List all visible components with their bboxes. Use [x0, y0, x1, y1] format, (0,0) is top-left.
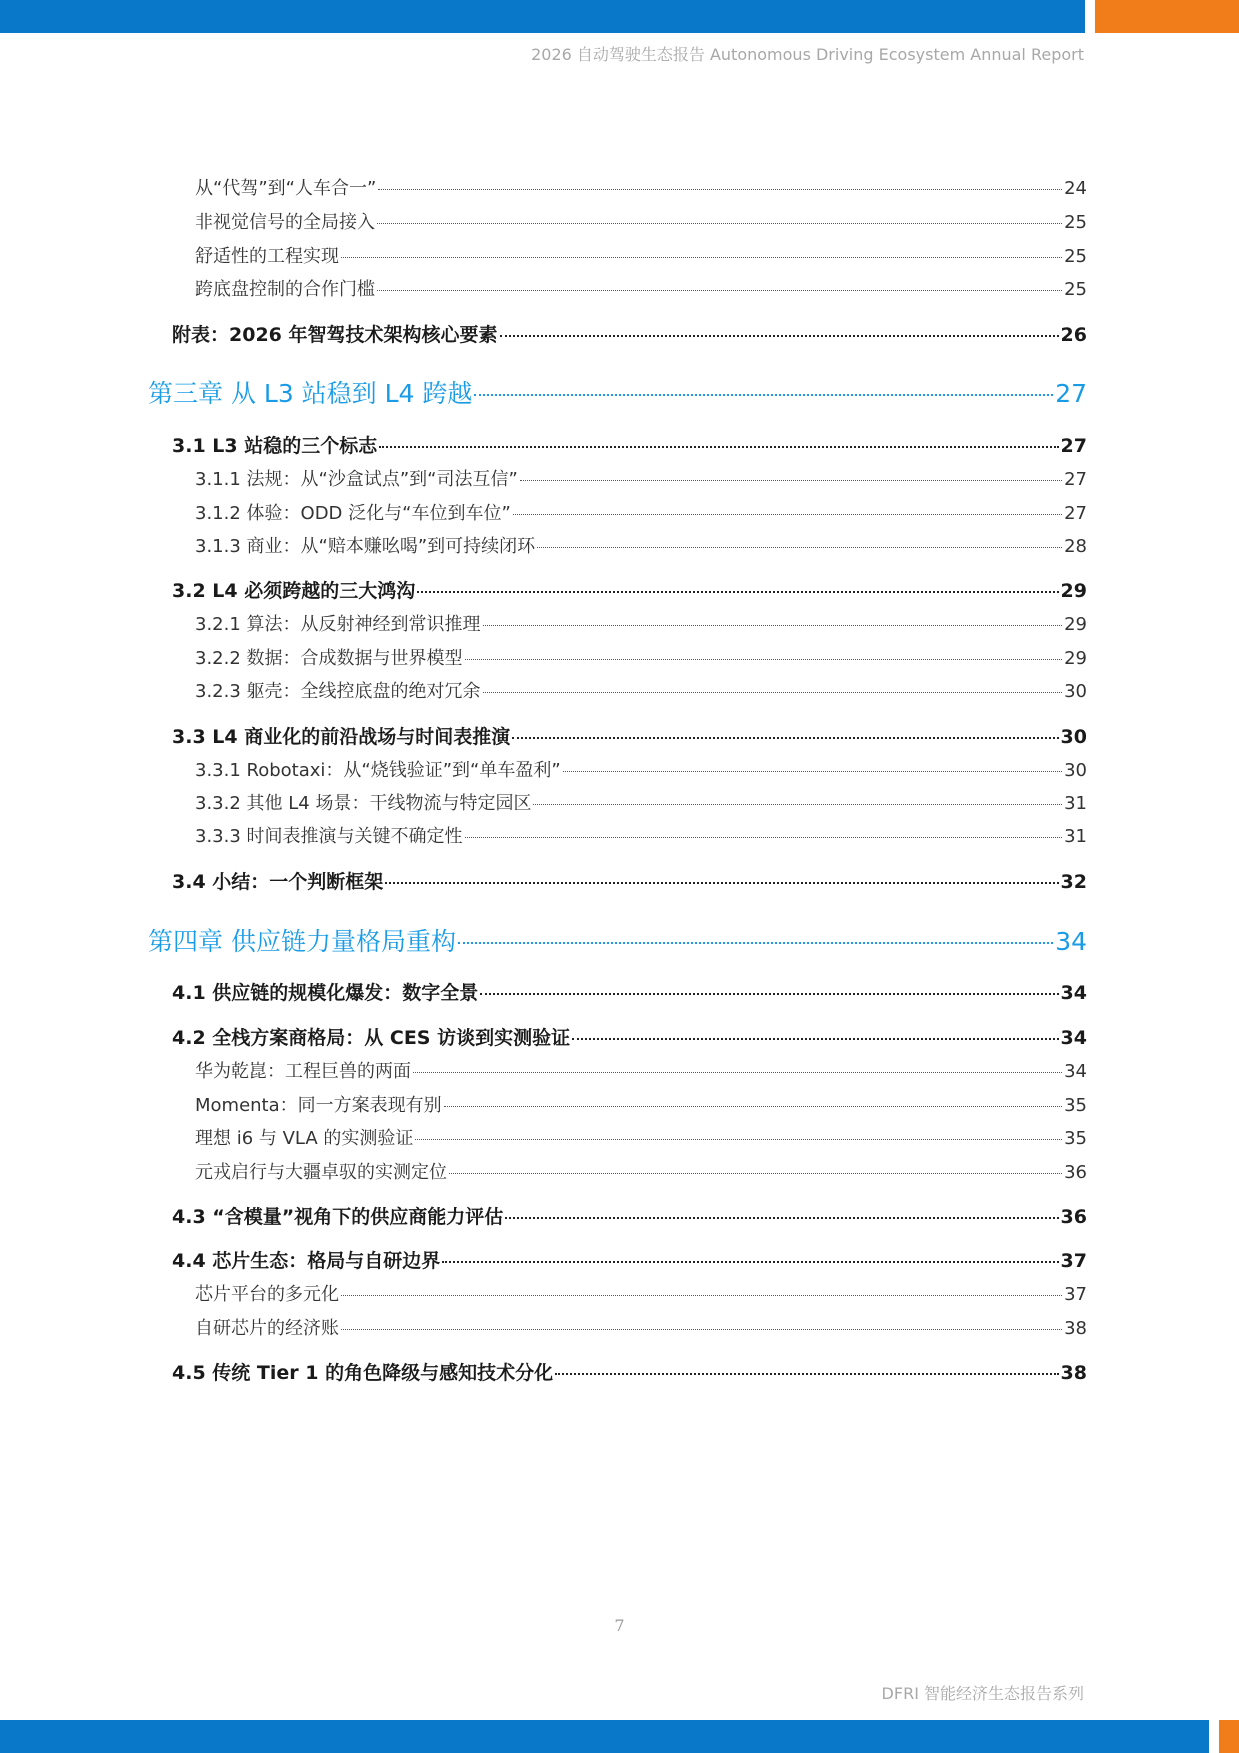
toc-dot-leader [555, 1373, 1058, 1375]
header-bar-orange [1095, 0, 1239, 33]
toc-dot-leader [483, 692, 1063, 693]
toc-entry-title: 3.3.1 Robotaxi：从“烧钱验证”到“单车盈利” [195, 760, 561, 781]
toc-entry-title: 3.2.3 躯壳：全线控底盘的绝对冗余 [195, 681, 481, 702]
toc-entry-page: 27 [1064, 469, 1087, 490]
toc-dot-leader [413, 1072, 1062, 1073]
toc-entry-title: 4.5 传统 Tier 1 的角色降级与感知技术分化 [172, 1362, 554, 1384]
toc-section-entry[interactable] [172, 1246, 1087, 1273]
toc-entry-page: 25 [1064, 279, 1087, 300]
toc-entry-title: 第三章 从 L3 站稳到 L4 跨越 [148, 379, 473, 408]
toc-entry-page: 26 [1060, 324, 1087, 346]
toc-subsection-entry[interactable] [195, 499, 1087, 525]
toc-entry-title: 芯片平台的多元化 [195, 1284, 339, 1305]
toc-entry-title: 3.1.3 商业：从“赔本赚吆喝”到可持续闭环 [195, 536, 536, 557]
toc-entry-page: 25 [1064, 212, 1087, 233]
toc-dot-leader [572, 1038, 1058, 1040]
toc-entry-page: 36 [1064, 1162, 1087, 1183]
toc-dot-leader [341, 1329, 1062, 1330]
toc-entry-title: Momenta：同一方案表现有别 [195, 1095, 442, 1116]
toc-subsection-entry[interactable] [195, 610, 1087, 636]
toc-entry-title: 3.3.2 其他 L4 场景：干线物流与特定园区 [195, 793, 532, 814]
toc-subsection-entry[interactable] [195, 822, 1087, 848]
running-header: 2026 自动驾驶生态报告 Autonomous Driving Ecosystem Annual Report [531, 45, 1084, 64]
toc-entry-page: 28 [1064, 536, 1087, 557]
toc-entry-title: 自研芯片的经济账 [195, 1318, 339, 1339]
footer-bar-blue [0, 1720, 1209, 1753]
toc-section-entry[interactable] [172, 431, 1087, 458]
toc-section-entry[interactable] [172, 1023, 1087, 1050]
toc-entry-page: 25 [1064, 246, 1087, 267]
toc-subsection-entry[interactable] [195, 1280, 1087, 1306]
toc-subsection-entry[interactable] [195, 242, 1087, 268]
toc-dot-leader [465, 659, 1063, 660]
toc-dot-leader [449, 1173, 1062, 1174]
toc-entry-title: 附表：2026 年智驾技术架构核心要素 [172, 324, 498, 346]
toc-entry-page: 30 [1064, 681, 1087, 702]
toc-entry-title: 3.3.3 时间表推演与关键不确定性 [195, 826, 463, 847]
toc-section-entry[interactable] [172, 722, 1087, 749]
toc-dot-leader [341, 257, 1062, 258]
toc-section-entry[interactable] [172, 1358, 1087, 1385]
toc-subsection-entry[interactable] [195, 1124, 1087, 1150]
toc-subsection-entry[interactable] [195, 465, 1087, 491]
toc-dot-leader [500, 335, 1059, 337]
toc-dot-leader [378, 189, 1062, 190]
toc-dot-leader [377, 223, 1062, 224]
toc-entry-title: 第四章 供应链力量格局重构 [148, 927, 456, 956]
toc-section-entry[interactable] [172, 867, 1087, 894]
toc-entry-title: 3.1.1 法规：从“沙盒试点”到“司法互信” [195, 469, 518, 490]
toc-dot-leader [442, 1261, 1058, 1263]
toc-entry-page: 30 [1064, 760, 1087, 781]
toc-entry-page: 36 [1060, 1206, 1087, 1228]
toc-subsection-entry[interactable] [195, 275, 1087, 301]
toc-entry-page: 30 [1060, 726, 1087, 748]
toc-dot-leader [465, 837, 1063, 838]
toc-subsection-entry[interactable] [195, 1091, 1087, 1117]
toc-entry-title: 3.2.1 算法：从反射神经到常识推理 [195, 614, 481, 635]
toc-entry-page: 29 [1064, 648, 1087, 669]
footer-bar-orange [1219, 1720, 1239, 1753]
toc-entry-title: 4.2 全栈方案商格局：从 CES 访谈到实测验证 [172, 1027, 571, 1049]
toc-dot-leader [377, 290, 1062, 291]
toc-entry-page: 34 [1055, 927, 1087, 956]
toc-entry-title: 舒适性的工程实现 [195, 246, 339, 267]
toc-dot-leader [458, 942, 1053, 944]
toc-entry-title: 跨底盘控制的合作门槛 [195, 279, 375, 300]
toc-entry-page: 34 [1064, 1061, 1087, 1082]
page-number: 7 [614, 1616, 625, 1635]
toc-dot-leader [385, 882, 1058, 884]
toc-section-entry[interactable] [172, 978, 1087, 1005]
toc-entry-title: 3.4 小结：一个判断框架 [172, 871, 384, 893]
toc-entry-title: 3.1 L3 站稳的三个标志 [172, 435, 378, 457]
toc-section-entry[interactable] [172, 1202, 1087, 1229]
toc-dot-leader [415, 1139, 1062, 1140]
toc-entry-page: 32 [1060, 871, 1087, 893]
toc-entry-title: 元戎启行与大疆卓驭的实测定位 [195, 1162, 447, 1183]
toc-subsection-entry[interactable] [195, 174, 1087, 200]
toc-entry-title: 3.1.2 体验：ODD 泛化与“车位到车位” [195, 503, 511, 524]
toc-entry-title: 华为乾崑：工程巨兽的两面 [195, 1061, 411, 1082]
toc-entry-page: 29 [1060, 580, 1087, 602]
toc-entry-title: 从“代驾”到“人车合一” [195, 178, 377, 199]
toc-entry-page: 27 [1064, 503, 1087, 524]
toc-dot-leader [444, 1106, 1062, 1107]
toc-subsection-entry[interactable] [195, 756, 1087, 782]
toc-dot-leader [417, 591, 1058, 593]
toc-dot-leader [520, 480, 1062, 481]
toc-entry-page: 34 [1060, 1027, 1087, 1049]
toc-chapter-entry[interactable] [148, 374, 1087, 410]
toc-entry-page: 29 [1064, 614, 1087, 635]
toc-dot-leader [505, 1217, 1058, 1219]
toc-entry-title: 非视觉信号的全局接入 [195, 212, 375, 233]
toc-entry-page: 31 [1064, 826, 1087, 847]
toc-entry-page: 27 [1055, 379, 1087, 408]
toc-entry-page: 27 [1060, 435, 1087, 457]
toc-entry-page: 24 [1064, 178, 1087, 199]
toc-subsection-entry[interactable] [195, 532, 1087, 558]
toc-entry-page: 37 [1064, 1284, 1087, 1305]
header-bar-blue [0, 0, 1085, 33]
toc-chapter-entry[interactable] [148, 922, 1087, 958]
toc-dot-leader [513, 514, 1062, 515]
toc-entry-page: 38 [1064, 1318, 1087, 1339]
toc-section-entry[interactable] [172, 576, 1087, 603]
toc-dot-leader [474, 394, 1053, 396]
toc-entry-title: 4.1 供应链的规模化爆发：数字全景 [172, 982, 479, 1004]
running-footer: DFRI 智能经济生态报告系列 [881, 1684, 1084, 1703]
toc-entry-title: 4.4 芯片生态：格局与自研边界 [172, 1250, 441, 1272]
toc-entry-page: 34 [1060, 982, 1087, 1004]
toc-subsection-entry[interactable] [195, 644, 1087, 670]
toc-entry-title: 3.3 L4 商业化的前沿战场与时间表推演 [172, 726, 511, 748]
toc-subsection-entry[interactable] [195, 1057, 1087, 1083]
toc-dot-leader [512, 737, 1058, 739]
toc-entry-title: 4.3 “含模量”视角下的供应商能力评估 [172, 1206, 504, 1228]
toc-entry-page: 37 [1060, 1250, 1087, 1272]
toc-entry-title: 3.2 L4 必须跨越的三大鸿沟 [172, 580, 416, 602]
toc-dot-leader [537, 547, 1062, 548]
toc-dot-leader [480, 993, 1058, 995]
toc-subsection-entry[interactable] [195, 208, 1087, 234]
toc-dot-leader [341, 1295, 1062, 1296]
toc-entry-page: 35 [1064, 1095, 1087, 1116]
toc-dot-leader [379, 446, 1058, 448]
toc-entry-page: 31 [1064, 793, 1087, 814]
toc-entry-page: 38 [1060, 1362, 1087, 1384]
toc-dot-leader [563, 771, 1062, 772]
toc-dot-leader [533, 804, 1062, 805]
toc-subsection-entry[interactable] [195, 1314, 1087, 1340]
toc-dot-leader [483, 625, 1063, 626]
toc-subsection-entry[interactable] [195, 1158, 1087, 1184]
toc-entry-title: 理想 i6 与 VLA 的实测验证 [195, 1128, 414, 1149]
toc-section-entry[interactable] [172, 320, 1087, 347]
toc-subsection-entry[interactable] [195, 677, 1087, 703]
toc-entry-page: 35 [1064, 1128, 1087, 1149]
toc-subsection-entry[interactable] [195, 789, 1087, 815]
toc-entry-title: 3.2.2 数据：合成数据与世界模型 [195, 648, 463, 669]
